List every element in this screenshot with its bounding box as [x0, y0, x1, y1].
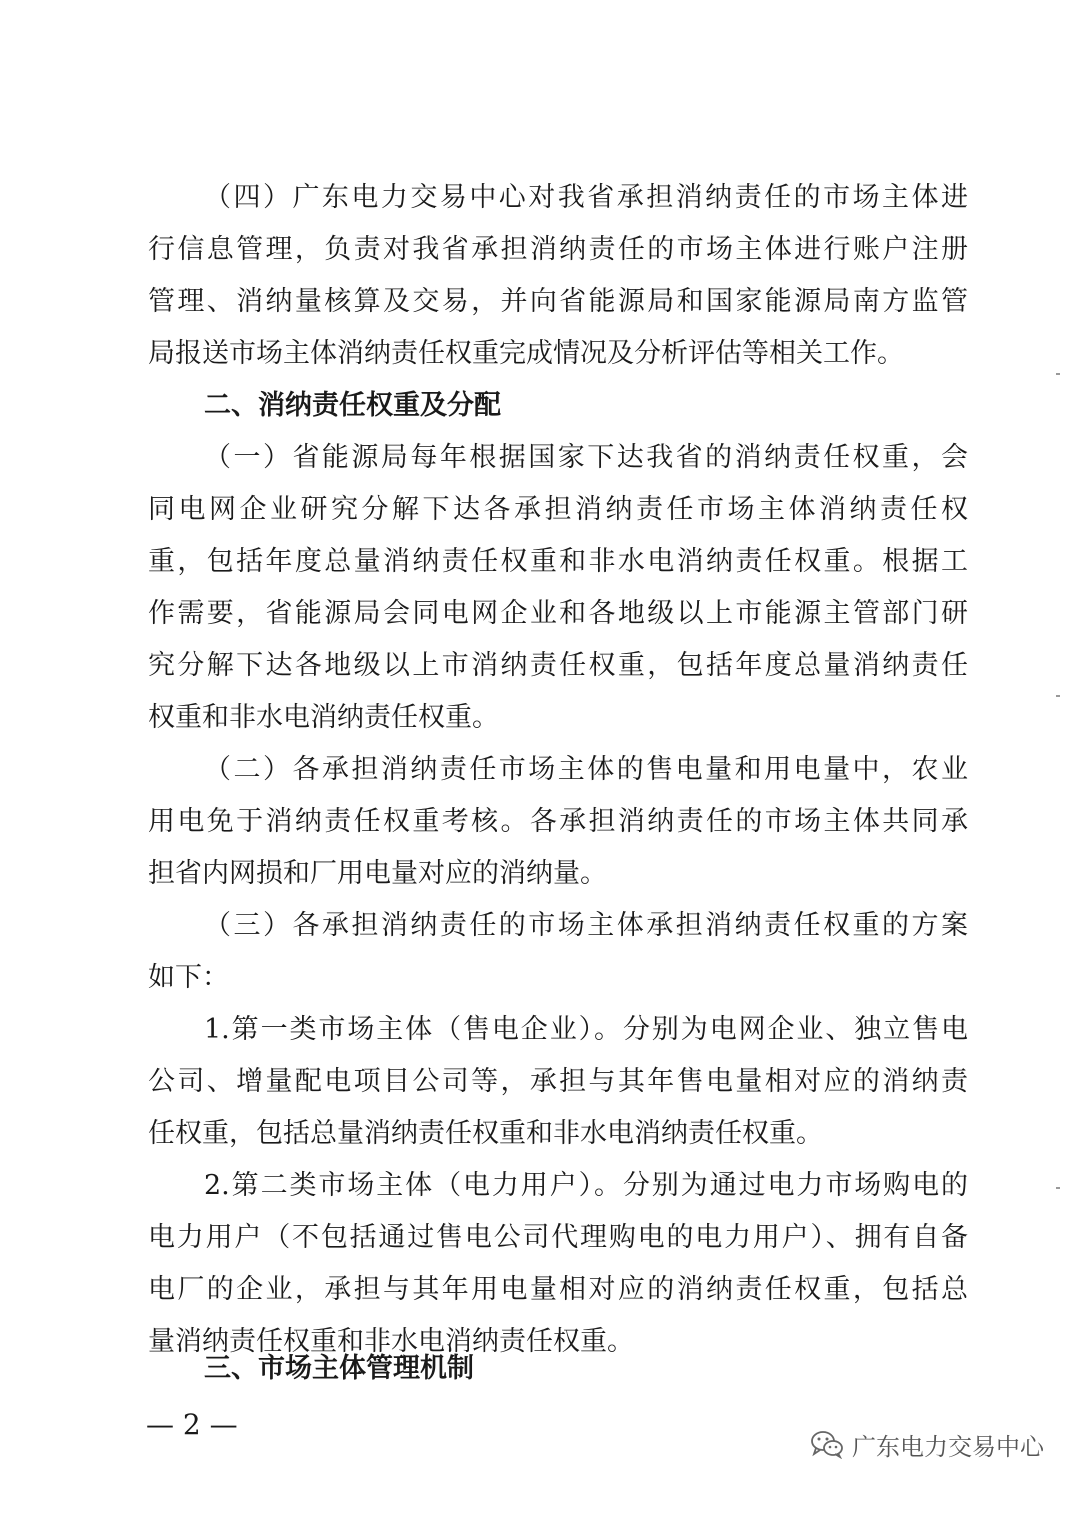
section-heading: 三、市场主体管理机制	[204, 1353, 474, 1384]
paragraph-line: （二）各承担消纳责任市场主体的售电量和用电量中，农业	[204, 754, 968, 785]
watermark	[810, 1424, 1044, 1464]
paragraph-line: 作需要，省能源局会同电网企业和各地级以上市能源主管部门研	[148, 598, 968, 629]
paragraph-line: 任权重，包括总量消纳责任权重和非水电消纳责任权重。	[148, 1118, 823, 1149]
scan-mark	[1056, 1187, 1060, 1189]
paragraph-line: 如下：	[148, 962, 229, 993]
page-number: — 2 —	[146, 1408, 238, 1441]
paragraph-line: 权重和非水电消纳责任权重。	[148, 702, 499, 733]
scan-mark	[1056, 695, 1060, 697]
watermark-text: 广东电力交易中心	[852, 1432, 1044, 1461]
paragraph-line: 1.第一类市场主体（售电企业）。分别为电网企业、独立售电	[204, 1014, 968, 1045]
paragraph-line: 量消纳责任权重和非水电消纳责任权重。	[148, 1326, 634, 1357]
paragraph-line: 电力用户（不包括通过售电公司代理购电的电力用户）、拥有自备	[148, 1222, 968, 1253]
paragraph-line: （四）广东电力交易中心对我省承担消纳责任的市场主体进	[204, 182, 968, 213]
paragraph-line: 用电免于消纳责任权重考核。各承担消纳责任的市场主体共同承	[148, 806, 968, 837]
paragraph-line: 公司、增量配电项目公司等，承担与其年售电量相对应的消纳责	[148, 1066, 968, 1097]
wechat-icon	[810, 1429, 844, 1459]
paragraph-line: 局报送市场主体消纳责任权重完成情况及分析评估等相关工作。	[148, 338, 904, 369]
paragraph-line: 行信息管理，负责对我省承担消纳责任的市场主体进行账户注册	[148, 234, 968, 265]
paragraph-line: 同电网企业研究分解下达各承担消纳责任市场主体消纳责任权	[148, 494, 968, 525]
paragraph-line: 管理、消纳量核算及交易，并向省能源局和国家能源局南方监管	[148, 286, 968, 317]
paragraph-line: （三）各承担消纳责任的市场主体承担消纳责任权重的方案	[204, 910, 968, 941]
paragraph-line: 重，包括年度总量消纳责任权重和非水电消纳责任权重。根据工	[148, 546, 968, 577]
paragraph-line: 电厂的企业，承担与其年用电量相对应的消纳责任权重，包括总	[148, 1274, 968, 1305]
paragraph-line: 究分解下达各地级以上市消纳责任权重，包括年度总量消纳责任	[148, 650, 968, 681]
paragraph-line: 2.第二类市场主体（电力用户）。分别为通过电力市场购电的	[204, 1170, 968, 1201]
paragraph-line: （一）省能源局每年根据国家下达我省的消纳责任权重，会	[204, 442, 968, 473]
paragraph-line: 担省内网损和厂用电量对应的消纳量。	[148, 858, 607, 889]
section-heading: 二、消纳责任权重及分配	[204, 390, 501, 421]
scan-mark	[1056, 373, 1060, 375]
